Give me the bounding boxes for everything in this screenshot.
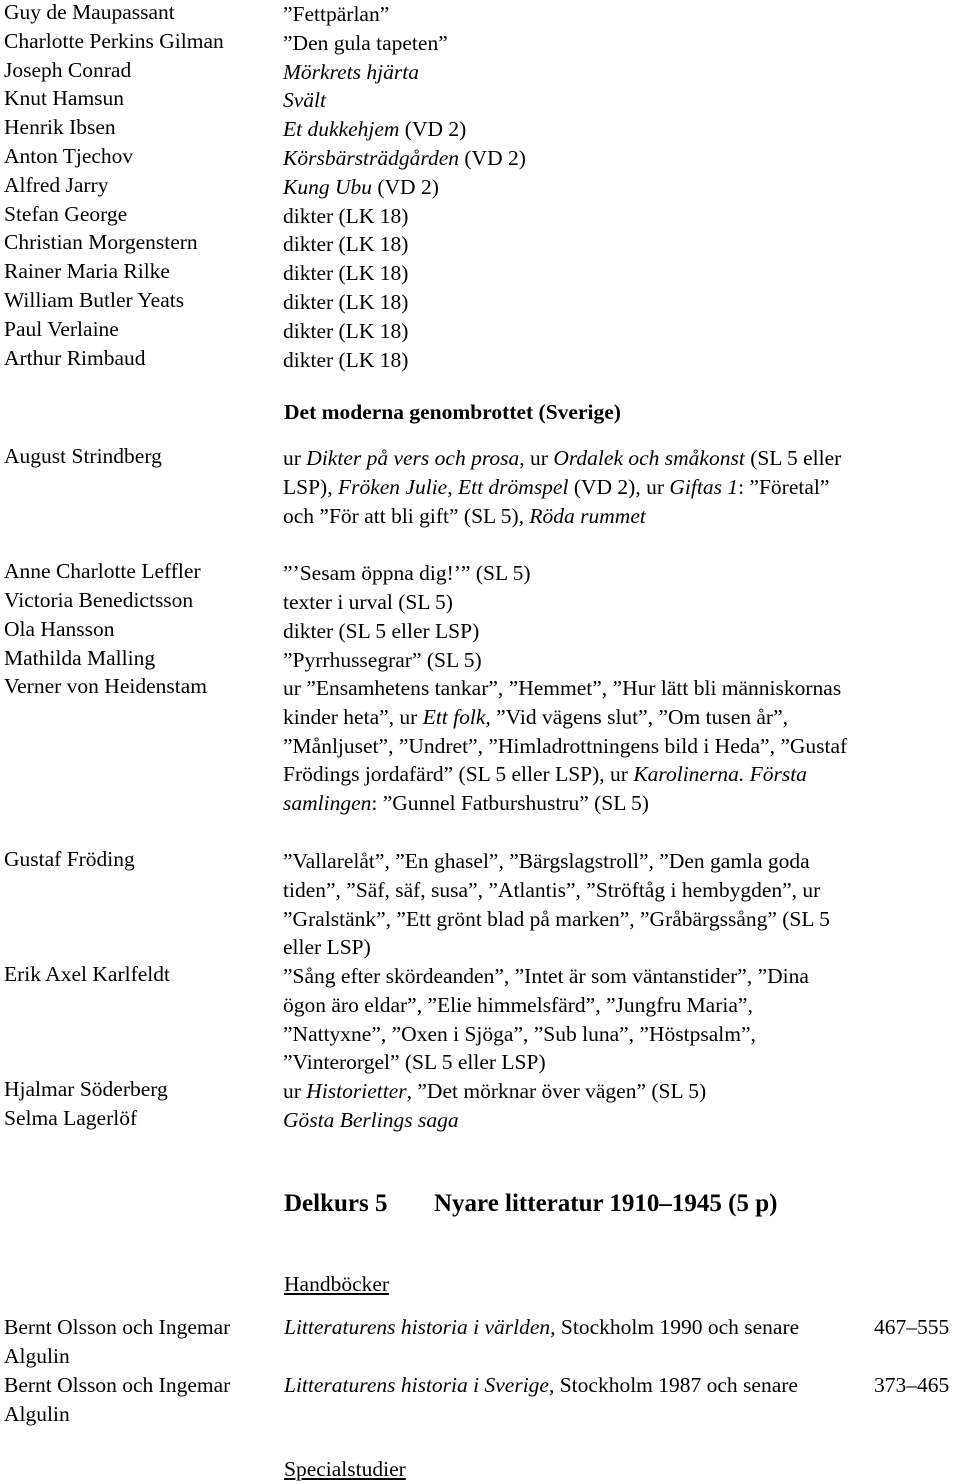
work-title: Gösta Berlings saga — [283, 1108, 459, 1132]
book-title: Litteraturens historia i Sverige, — [284, 1373, 555, 1397]
text-segment: ur ”Ensamhetens tankar”, ”Hemmet”, ”Hur lätt bli människornas kinder heta”, ur — [283, 676, 842, 729]
work-title: Ett folk — [422, 704, 486, 729]
text-segment: ur — [283, 1079, 307, 1103]
text-segment: , — [447, 474, 458, 499]
work-list — [283, 1077, 848, 1106]
text-segment: (VD 2), ur — [568, 474, 670, 499]
text-segment: : ”Företal” och ”För att bli gift” (SL 5), — [283, 474, 830, 528]
work-title: dikter (LK 18) — [283, 290, 409, 314]
work-title: Ett drömspel — [457, 474, 569, 499]
work-title: ”Pyrrhussegrar” (SL 5) — [283, 648, 482, 672]
text-segment: , ”Vid vägens slut”, ”Om tusen år”, ”Månljuset”, ”Undret”, ”Himladrottningens bild i Heda”, ”Gustaf Frödings jordafärd” (SL 5 eller LSP), ur — [283, 704, 848, 787]
author-name: August Strindberg — [4, 444, 162, 468]
course-part-label: Delkurs 5 — [284, 1190, 388, 1217]
author-name: Anton Tjechov — [4, 144, 134, 168]
work-title: dikter (LK 18) — [283, 318, 409, 343]
work-list: ”Vallarelåt”, ”En ghasel”, ”Bärgslagstroll”, ”Den gamla goda tiden”, ”Säf, säf, susa”, ”Atlantis”, ”Ströftåg i hembygden”, ur ”Gralstänk”, ”Ett grönt blad på marken”, ”Gråbärgssång” (SL 5 eller LSP) — [283, 849, 830, 960]
work-title: dikter (LK 18) — [283, 261, 409, 286]
work-title: Et dukkehjem — [283, 117, 400, 142]
author-name: William Butler Yeats — [4, 288, 185, 312]
work-list — [283, 674, 848, 818]
author-name: Joseph Conrad — [4, 57, 132, 82]
work-title: Svält — [283, 88, 326, 113]
work-title: dikter (LK 18) — [283, 232, 409, 257]
text-segment: , ur — [519, 446, 554, 470]
author-name: Alfred Jarry — [4, 172, 109, 197]
page-range: 373–465 — [874, 1373, 950, 1397]
work-title: texter i urval (SL 5) — [283, 590, 453, 614]
work-title: Ordalek och småkonst — [553, 446, 745, 470]
text-segment: (SL 5 eller LSP), — [283, 446, 842, 499]
book-reference — [284, 1371, 834, 1400]
subsection-label-handbocker: Handböcker — [284, 1272, 390, 1296]
author-name: Gustaf Fröding — [4, 847, 135, 871]
author-name: Rainer Maria Rilke — [4, 259, 170, 284]
author-name: Verner von Heidenstam — [4, 674, 207, 698]
book-title: Litteraturens historia i världen, — [284, 1315, 556, 1339]
author-name: Guy de Maupassant — [4, 0, 175, 24]
text-segment: , ”Det mörknar över vägen” (SL 5) — [406, 1079, 707, 1103]
work-note: (VD 2) — [372, 174, 439, 199]
work-note: (VD 2) — [399, 117, 467, 142]
work-title: ”Fettpärlan” — [283, 2, 390, 26]
author-name: Ola Hansson — [4, 617, 115, 641]
author-name: Hjalmar Söderberg — [4, 1077, 168, 1101]
author-name: Selma Lagerlöf — [4, 1106, 138, 1130]
work-title: dikter (LK 18) — [283, 203, 409, 228]
subsection-label-specialstudier: Specialstudier — [284, 1457, 406, 1481]
work-list — [283, 444, 848, 530]
text-segment: ur — [283, 446, 307, 470]
section-heading: Det moderna genombrottet (Sverige) — [284, 400, 621, 424]
author-name: Charlotte Perkins Gilman — [4, 28, 224, 53]
text-segment: : ”Gunnel Fatburshustru” (SL 5) — [371, 791, 649, 816]
author-name: Arthur Rimbaud — [4, 345, 146, 370]
work-title: Mörkrets hjärta — [283, 59, 419, 84]
course-part-title: Nyare litteratur 1910–1945 (5 p) — [434, 1190, 778, 1217]
page-range: 467–555 — [874, 1315, 950, 1339]
work-title: Fröken Julie — [337, 474, 448, 499]
book-publication: Stockholm 1990 och senare — [555, 1315, 800, 1339]
work-title: Giftas 1 — [669, 474, 739, 499]
author-name: Knut Hamsun — [4, 86, 125, 111]
author-name: Bernt Olsson och Ingemar Algulin — [4, 1373, 231, 1426]
work-title: ”Den gula tapeten” — [283, 30, 448, 55]
work-title: dikter (SL 5 eller LSP) — [283, 619, 480, 643]
work-title: Dikter på vers och prosa — [306, 446, 520, 470]
book-publication: Stockholm 1987 och senare — [554, 1373, 798, 1397]
work-title: Kung Ubu — [283, 174, 372, 199]
author-name: Mathilda Malling — [4, 646, 156, 670]
work-title: Röda rummet — [529, 503, 646, 528]
author-name: Erik Axel Karlfeldt — [4, 962, 170, 986]
author-name: Bernt Olsson och Ingemar Algulin — [4, 1315, 231, 1368]
work-title: Körsbärsträdgården — [283, 146, 460, 170]
author-name: Victoria Benedictsson — [4, 588, 194, 612]
author-name: Stefan George — [4, 201, 128, 226]
book-reference — [284, 1313, 834, 1342]
work-title: dikter (LK 18) — [283, 347, 409, 372]
work-title: Karolinerna. Första samlingen — [283, 762, 807, 816]
author-name: Henrik Ibsen — [4, 115, 116, 140]
work-title: Historietter — [306, 1079, 407, 1103]
author-name: Christian Morgenstern — [4, 230, 198, 255]
work-list: ”Sång efter skördeanden”, ”Intet är som väntanstider”, ”Dina ögon äro eldar”, ”Elie himmelsfärd”, ”Jungfru Maria”, ”Nattyxne”, ”Oxen i Sjöga”, ”Sub luna”, ”Höstpsalm”, ”Vinterorgel” (SL 5 eller LSP) — [283, 964, 809, 1075]
author-name: Anne Charlotte Leffler — [4, 559, 201, 583]
work-note: (VD 2) — [459, 146, 526, 170]
work-title: ”’Sesam öppna dig!’” (SL 5) — [283, 561, 531, 585]
author-name: Paul Verlaine — [4, 316, 119, 341]
